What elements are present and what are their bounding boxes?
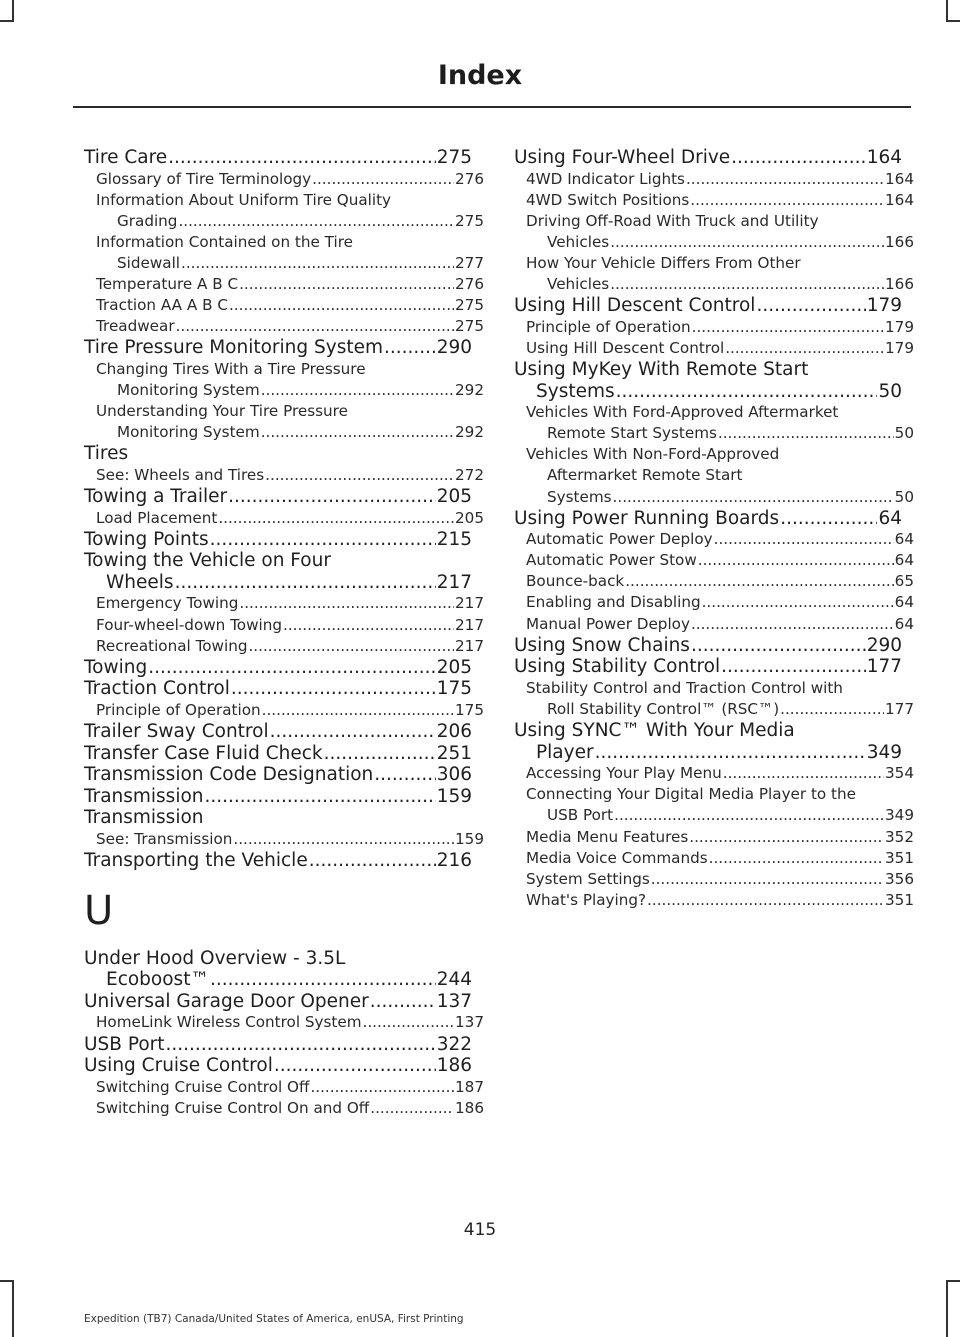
index-subentry[interactable]: Bounce-back ..... 65 <box>514 571 914 592</box>
crop-mark <box>946 1280 948 1337</box>
index-subentry[interactable]: See: Transmission ..... 159 <box>84 829 484 850</box>
index-subentry[interactable]: Media Voice Commands ..... 351 <box>514 848 914 869</box>
index-entry[interactable]: USB Port ..... 322 <box>84 1034 472 1056</box>
index-subentry[interactable]: 4WD Switch Positions ..... 164 <box>514 190 914 211</box>
page-number: 415 <box>463 1220 497 1240</box>
index-entry[interactable]: Using Snow Chains ..... 290 <box>514 635 902 657</box>
index-entry[interactable]: Towing ..... 205 <box>84 657 472 679</box>
index-subentry[interactable]: Automatic Power Stow ..... 64 <box>514 550 914 571</box>
index-entry[interactable]: Trailer Sway Control ..... 206 <box>84 721 472 743</box>
index-column-right <box>514 147 914 911</box>
index-entry[interactable]: Traction Control ..... 175 <box>84 678 472 700</box>
index-subentry[interactable]: HomeLink Wireless Control System ..... 137 <box>84 1012 484 1033</box>
index-entry[interactable]: Tire Care ..... 275 <box>84 147 472 169</box>
index-subentry[interactable]: Principle of Operation ..... 175 <box>84 700 484 721</box>
index-subentry[interactable]: Glossary of Tire Terminology ..... 276 <box>84 169 484 190</box>
index-entry[interactable]: Transfer Case Fluid Check ..... 251 <box>84 743 472 765</box>
index-subentry[interactable]: Manual Power Deploy ..... 64 <box>514 614 914 635</box>
index-subentry[interactable]: System Settings ..... 356 <box>514 869 914 890</box>
index-entry[interactable]: Transmission Code Designation ..... 306 <box>84 764 472 786</box>
index-subentry[interactable]: 4WD Indicator Lights ..... 164 <box>514 169 914 190</box>
index-entry[interactable]: Under Hood Overview - 3.5L Ecoboost™ ..... 244 <box>84 948 472 991</box>
index-entry[interactable]: Using Power Running Boards ..... 64 <box>514 508 902 530</box>
index-subentry[interactable]: Load Placement ..... 205 <box>84 508 484 529</box>
index-entry[interactable]: Using Hill Descent Control ..... 179 <box>514 295 902 317</box>
crop-mark <box>946 1280 960 1282</box>
crop-mark <box>946 0 948 22</box>
index-subentry[interactable]: What's Playing? ..... 351 <box>514 890 914 911</box>
index-entry[interactable]: Using SYNC™ With Your Media Player ..... 349 <box>514 720 902 763</box>
index-entry[interactable]: Transporting the Vehicle ..... 216 <box>84 850 472 872</box>
crop-mark <box>0 20 14 22</box>
crop-mark <box>12 0 14 22</box>
index-entry[interactable]: Towing Points ..... 215 <box>84 529 472 551</box>
index-column-left <box>84 147 484 1119</box>
index-subentry[interactable]: Information About Uniform Tire Quality Grading ..... 275 <box>84 190 484 232</box>
index-entry: Transmission <box>84 807 204 829</box>
index-subentry[interactable]: Vehicles With Non-Ford-Approved Aftermarket Remote Start Systems ..... 50 <box>514 444 914 507</box>
index-entry[interactable]: Using Stability Control ..... 177 <box>514 656 902 678</box>
header-rule <box>73 106 911 108</box>
index-entry[interactable]: Tire Pressure Monitoring System ..... 290 <box>84 337 472 359</box>
index-subentry[interactable]: Treadwear ..... 275 <box>84 316 484 337</box>
index-subentry[interactable]: Media Menu Features ..... 352 <box>514 827 914 848</box>
index-subentry[interactable]: Temperature A B C ..... 276 <box>84 274 484 295</box>
index-entry: Tires <box>84 443 129 465</box>
index-subentry[interactable]: Switching Cruise Control On and Off ..... 186 <box>84 1098 484 1119</box>
index-subentry[interactable]: Principle of Operation ..... 179 <box>514 317 914 338</box>
index-entry[interactable]: Transmission ..... 159 <box>84 786 472 808</box>
index-subentry[interactable]: Changing Tires With a Tire Pressure Monitoring System ..... 292 <box>84 359 484 401</box>
index-subentry[interactable]: How Your Vehicle Differs From Other Vehicles ..... 166 <box>514 253 914 295</box>
index-entry[interactable]: Using Cruise Control ..... 186 <box>84 1055 472 1077</box>
index-subentry[interactable]: Recreational Towing ..... 217 <box>84 636 484 657</box>
section-letter: U <box>84 887 114 934</box>
index-subentry[interactable]: Traction AA A B C ..... 275 <box>84 295 484 316</box>
index-entry[interactable]: Universal Garage Door Opener ..... 137 <box>84 991 472 1013</box>
index-subentry[interactable]: Stability Control and Traction Control with Roll Stability Control™ (RSC™) ..... 177 <box>514 678 914 720</box>
index-subentry[interactable]: Accessing Your Play Menu ..... 354 <box>514 763 914 784</box>
index-subentry[interactable]: Enabling and Disabling ..... 64 <box>514 592 914 613</box>
crop-mark <box>12 1280 14 1337</box>
page-title: Index <box>437 60 523 91</box>
index-subentry[interactable]: Connecting Your Digital Media Player to the USB Port ..... 349 <box>514 784 914 826</box>
index-subentry[interactable]: Emergency Towing ..... 217 <box>84 593 484 614</box>
index-subentry[interactable]: Driving Off-Road With Truck and Utility Vehicles ..... 166 <box>514 211 914 253</box>
index-subentry[interactable]: Switching Cruise Control Off ..... 187 <box>84 1077 484 1098</box>
index-entry[interactable]: Using MyKey With Remote Start Systems ..... 50 <box>514 359 902 402</box>
index-subentry[interactable]: Information Contained on the Tire Sidewall ..... 277 <box>84 232 484 274</box>
index-subentry[interactable]: Vehicles With Ford-Approved Aftermarket Remote Start Systems ..... 50 <box>514 402 914 444</box>
crop-mark <box>946 20 960 22</box>
index-subentry[interactable]: See: Wheels and Tires ..... 272 <box>84 465 484 486</box>
index-subentry[interactable]: Using Hill Descent Control ..... 179 <box>514 338 914 359</box>
index-entry[interactable]: Towing a Trailer ..... 205 <box>84 486 472 508</box>
index-subentry[interactable]: Automatic Power Deploy ..... 64 <box>514 529 914 550</box>
crop-mark <box>0 1280 14 1282</box>
index-entry[interactable]: Using Four-Wheel Drive ..... 164 <box>514 147 902 169</box>
index-subentry[interactable]: Understanding Your Tire Pressure Monitoring System ..... 292 <box>84 401 484 443</box>
footer-publication: Expedition (TB7) Canada/United States of America, enUSA, First Printing <box>84 1313 464 1325</box>
index-entry[interactable]: Towing the Vehicle on Four Wheels ..... 217 <box>84 550 472 593</box>
index-subentry[interactable]: Four-wheel-down Towing ..... 217 <box>84 615 484 636</box>
